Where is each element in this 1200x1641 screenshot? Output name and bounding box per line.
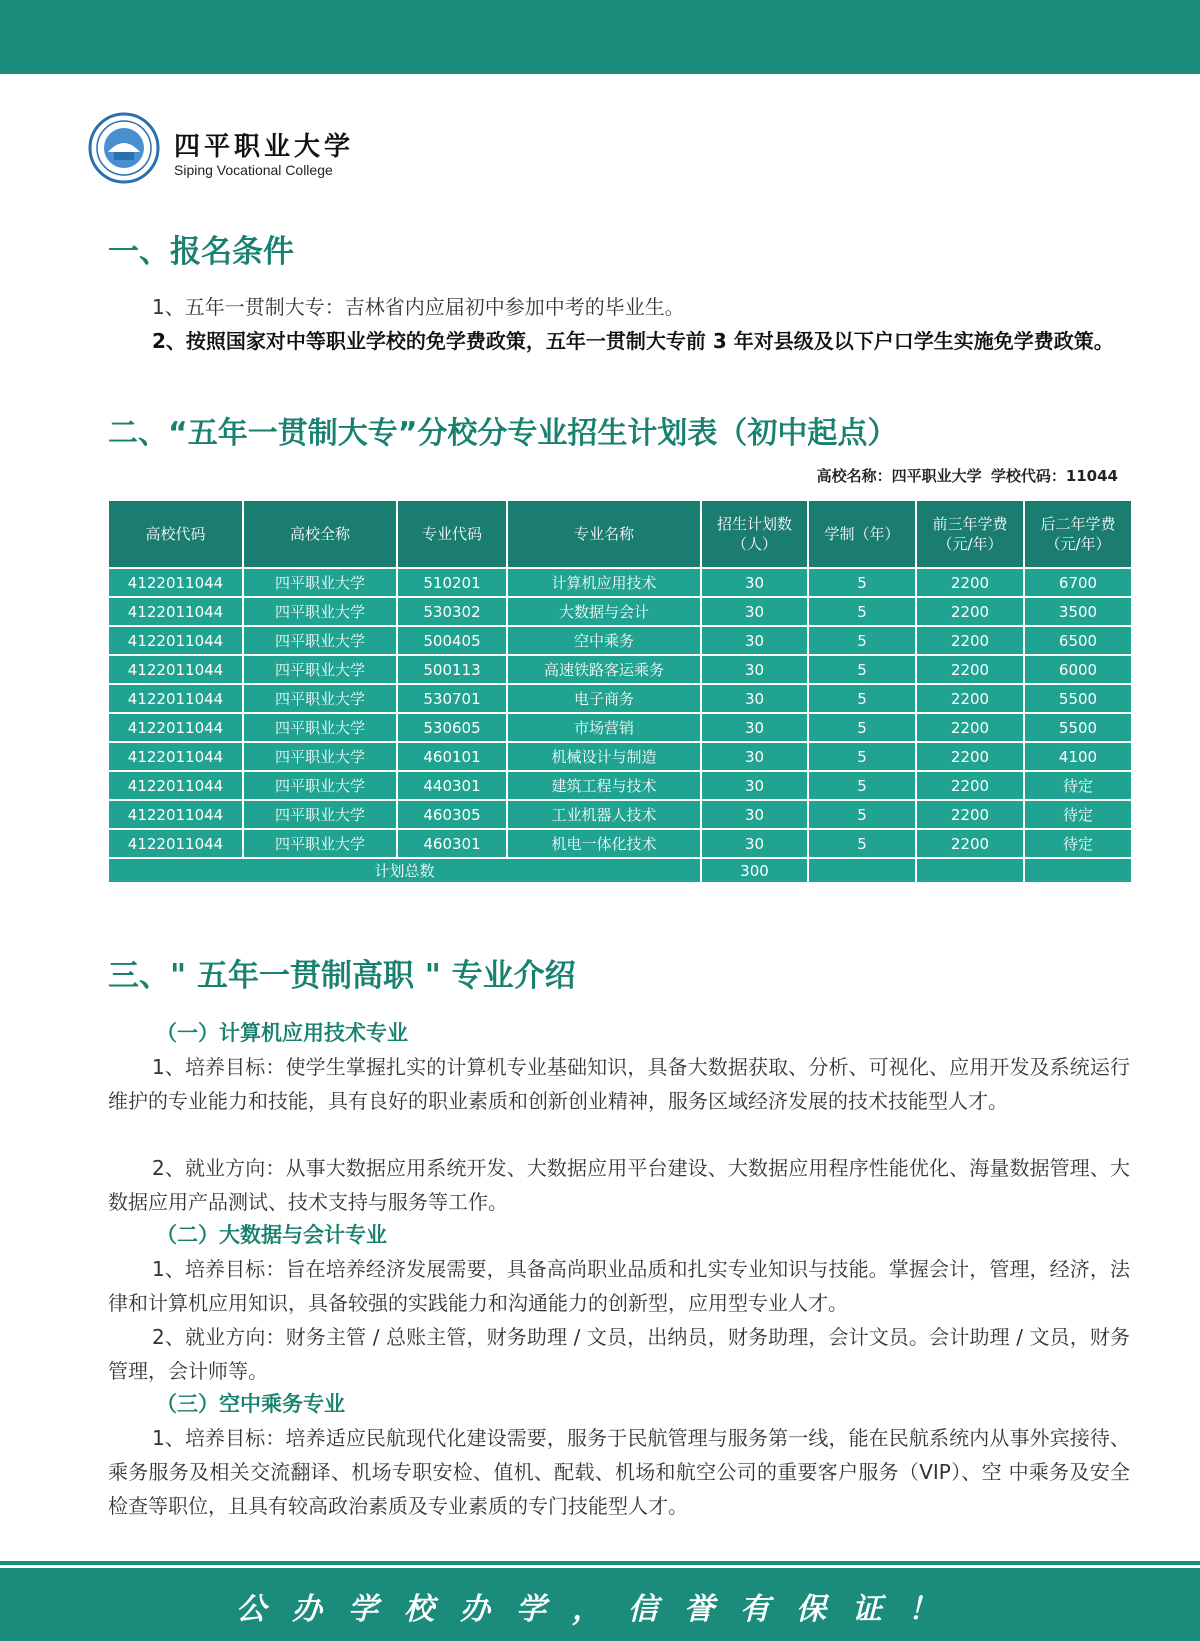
section1-item-2: 2、按照国家对中等职业学校的免学费政策，五年一贯制大专前 3 年对县级及以下户口学生实施免学费政策。 bbox=[152, 329, 1114, 353]
cell-quota: 30 bbox=[701, 655, 808, 684]
cell-duration: 5 bbox=[808, 713, 916, 742]
header-school-name: 高校全称 bbox=[243, 500, 397, 568]
footer-band bbox=[0, 1568, 1200, 1641]
cell-quota: 30 bbox=[701, 800, 808, 829]
cell-fee-last-two: 6700 bbox=[1024, 568, 1132, 597]
major-3-goal: 1、培养目标：培养适应民航现代化建设需要，服务于民航管理与服务第一线，能在民航系统内从事外宾接待、乘务服务及相关交流翻译、机场专职安检、值机、配载、机场和航空公司的重要客户服务（VIP）、空 中乘务及安全检查等职位，且具有较高政治素质及专业素质的专门技能型人才。 bbox=[108, 1426, 1130, 1518]
cell-fee-last-two: 3500 bbox=[1024, 597, 1132, 626]
cell-major-name: 工业机器人技术 bbox=[507, 800, 701, 829]
cell-duration: 5 bbox=[808, 626, 916, 655]
cell-school-name: 四平职业大学 bbox=[243, 684, 397, 713]
cell-school-code: 4122011044 bbox=[108, 713, 243, 742]
major-2-goal: 1、培养目标：旨在培养经济发展需要，具备高尚职业品质和扎实专业知识与技能。掌握会计，管理，经济，法律和计算机应用知识，具备较强的实践能力和沟通能力的创新型，应用型专业人才。 bbox=[108, 1257, 1130, 1315]
major-2-career: 2、就业方向：财务主管 / 总账主管，财务助理 / 文员，出纳员，财务助理，会计文员。会计助理 / 文员，财务管理，会计师等。 bbox=[108, 1325, 1130, 1383]
cell-school-name: 四平职业大学 bbox=[243, 829, 397, 858]
cell-quota: 30 bbox=[701, 771, 808, 800]
cell-major-code: 530302 bbox=[397, 597, 507, 626]
cell-quota: 30 bbox=[701, 597, 808, 626]
cell-school-name: 四平职业大学 bbox=[243, 568, 397, 597]
header-duration: 学制（年） bbox=[808, 500, 916, 568]
cell-duration: 5 bbox=[808, 829, 916, 858]
cell-school-code: 4122011044 bbox=[108, 568, 243, 597]
cell-school-name: 四平职业大学 bbox=[243, 742, 397, 771]
cell-fee-first-three: 2200 bbox=[916, 684, 1024, 713]
cell-major-code: 500113 bbox=[397, 655, 507, 684]
table-header-row bbox=[108, 500, 1132, 568]
school-info bbox=[813, 465, 1118, 486]
section2-title: 二、“五年一贯制大专”分校分专业招生计划表（初中起点） bbox=[108, 416, 898, 451]
cell-fee-first-three: 2200 bbox=[916, 713, 1024, 742]
cell-major-code: 500405 bbox=[397, 626, 507, 655]
cell-major-code: 440301 bbox=[397, 771, 507, 800]
cell-school-name: 四平职业大学 bbox=[243, 800, 397, 829]
cell-major-code: 530701 bbox=[397, 684, 507, 713]
table-row bbox=[108, 568, 1132, 597]
cell-school-code: 4122011044 bbox=[108, 742, 243, 771]
cell-fee-last-two: 6000 bbox=[1024, 655, 1132, 684]
cell-school-name: 四平职业大学 bbox=[243, 597, 397, 626]
cell-fee-first-three: 2200 bbox=[916, 626, 1024, 655]
table-row bbox=[108, 684, 1132, 713]
cell-fee-last-two: 待定 bbox=[1024, 829, 1132, 858]
cell-fee-first-three: 2200 bbox=[916, 742, 1024, 771]
cell-fee-last-two: 5500 bbox=[1024, 684, 1132, 713]
cell-fee-first-three: 2200 bbox=[916, 568, 1024, 597]
table-row bbox=[108, 655, 1132, 684]
cell-major-name: 大数据与会计 bbox=[507, 597, 701, 626]
total-empty-cell bbox=[916, 858, 1024, 883]
major-1-career: 2、就业方向：从事大数据应用系统开发、大数据应用平台建设、大数据应用程序性能优化、海量数据管理、大数据应用产品测试、技术支持与服务等工作。 bbox=[108, 1156, 1130, 1214]
cell-major-code: 530605 bbox=[397, 713, 507, 742]
cell-major-name: 机械设计与制造 bbox=[507, 742, 701, 771]
section1-item-1: 1、五年一贯制大专：吉林省内应届初中参加中考的毕业生。 bbox=[152, 295, 685, 319]
cell-quota: 30 bbox=[701, 684, 808, 713]
cell-fee-first-three: 2200 bbox=[916, 597, 1024, 626]
cell-fee-last-two: 6500 bbox=[1024, 626, 1132, 655]
cell-duration: 5 bbox=[808, 597, 916, 626]
cell-fee-first-three: 2200 bbox=[916, 771, 1024, 800]
school-name-label: 高校名称：四平职业大学 bbox=[816, 467, 982, 485]
cell-major-name: 机电一体化技术 bbox=[507, 829, 701, 858]
cell-major-name: 高速铁路客运乘务 bbox=[507, 655, 701, 684]
section3-title: 三、" 五年一贯制高职 " 专业介绍 bbox=[108, 958, 576, 994]
major-1-goal: 1、培养目标：使学生掌握扎实的计算机专业基础知识，具备大数据获取、分析、可视化、应用开发及系统运行维护的专业能力和技能，具有良好的职业素质和创新创业精神，服务区域经济发展的技术技能型人才。 bbox=[108, 1055, 1130, 1113]
major-1-heading: （一）计算机应用技术专业 bbox=[156, 1021, 408, 1045]
cell-major-code: 460305 bbox=[397, 800, 507, 829]
cell-quota: 30 bbox=[701, 829, 808, 858]
cell-duration: 5 bbox=[808, 742, 916, 771]
cell-school-code: 4122011044 bbox=[108, 684, 243, 713]
school-code-label: 学校代码：11044 bbox=[990, 467, 1118, 485]
cell-fee-first-three: 2200 bbox=[916, 655, 1024, 684]
section1-title: 一、报名条件 bbox=[108, 234, 294, 270]
total-empty-cell bbox=[808, 858, 916, 883]
cell-school-code: 4122011044 bbox=[108, 800, 243, 829]
cell-fee-last-two: 待定 bbox=[1024, 771, 1132, 800]
table-row bbox=[108, 829, 1132, 858]
cell-fee-first-three: 2200 bbox=[916, 829, 1024, 858]
cell-school-name: 四平职业大学 bbox=[243, 655, 397, 684]
enrollment-plan-table bbox=[107, 499, 1133, 884]
cell-quota: 30 bbox=[701, 568, 808, 597]
cell-school-name: 四平职业大学 bbox=[243, 771, 397, 800]
cell-quota: 30 bbox=[701, 626, 808, 655]
cell-school-code: 4122011044 bbox=[108, 655, 243, 684]
header-major-name: 专业名称 bbox=[507, 500, 701, 568]
cell-duration: 5 bbox=[808, 800, 916, 829]
table-row bbox=[108, 597, 1132, 626]
footer-divider bbox=[0, 1561, 1200, 1565]
college-seal-icon bbox=[88, 112, 160, 184]
cell-duration: 5 bbox=[808, 655, 916, 684]
cell-duration: 5 bbox=[808, 771, 916, 800]
cell-major-name: 市场营销 bbox=[507, 713, 701, 742]
cell-major-name: 计算机应用技术 bbox=[507, 568, 701, 597]
cell-school-code: 4122011044 bbox=[108, 626, 243, 655]
header-school-code: 高校代码 bbox=[108, 500, 243, 568]
table-row bbox=[108, 771, 1132, 800]
cell-school-code: 4122011044 bbox=[108, 771, 243, 800]
header-quota: 招生计划数（人） bbox=[701, 500, 808, 568]
footer-slogan: 公办学校办学，信誉有保证！ bbox=[236, 1592, 964, 1627]
cell-quota: 30 bbox=[701, 742, 808, 771]
cell-major-code: 460101 bbox=[397, 742, 507, 771]
table-row bbox=[108, 626, 1132, 655]
cell-duration: 5 bbox=[808, 684, 916, 713]
cell-major-name: 空中乘务 bbox=[507, 626, 701, 655]
cell-fee-first-three: 2200 bbox=[916, 800, 1024, 829]
cell-major-name: 电子商务 bbox=[507, 684, 701, 713]
major-2-heading: （二）大数据与会计专业 bbox=[156, 1223, 387, 1247]
cell-major-name: 建筑工程与技术 bbox=[507, 771, 701, 800]
header-major-code: 专业代码 bbox=[397, 500, 507, 568]
cell-fee-last-two: 5500 bbox=[1024, 713, 1132, 742]
cell-duration: 5 bbox=[808, 568, 916, 597]
table-total-row bbox=[108, 858, 1132, 883]
cell-school-code: 4122011044 bbox=[108, 829, 243, 858]
cell-school-name: 四平职业大学 bbox=[243, 713, 397, 742]
header-fee-first-three: 前三年学费（元/年） bbox=[916, 500, 1024, 568]
cell-quota: 30 bbox=[701, 713, 808, 742]
table-body bbox=[108, 568, 1132, 883]
cell-major-code: 510201 bbox=[397, 568, 507, 597]
cell-major-code: 460301 bbox=[397, 829, 507, 858]
table-row bbox=[108, 800, 1132, 829]
table-row bbox=[108, 713, 1132, 742]
cell-fee-last-two: 4100 bbox=[1024, 742, 1132, 771]
college-name-en: Siping Vocational College bbox=[174, 162, 333, 178]
cell-fee-last-two: 待定 bbox=[1024, 800, 1132, 829]
cell-school-name: 四平职业大学 bbox=[243, 626, 397, 655]
total-empty-cell bbox=[1024, 858, 1132, 883]
top-color-band bbox=[0, 0, 1200, 74]
header-fee-last-two: 后二年学费（元/年） bbox=[1024, 500, 1132, 568]
cell-school-code: 4122011044 bbox=[108, 597, 243, 626]
total-value: 300 bbox=[701, 858, 808, 883]
table-row bbox=[108, 742, 1132, 771]
major-3-heading: （三）空中乘务专业 bbox=[156, 1392, 345, 1416]
total-label: 计划总数 bbox=[108, 858, 701, 883]
college-name-cn: 四平职业大学 bbox=[174, 132, 355, 162]
